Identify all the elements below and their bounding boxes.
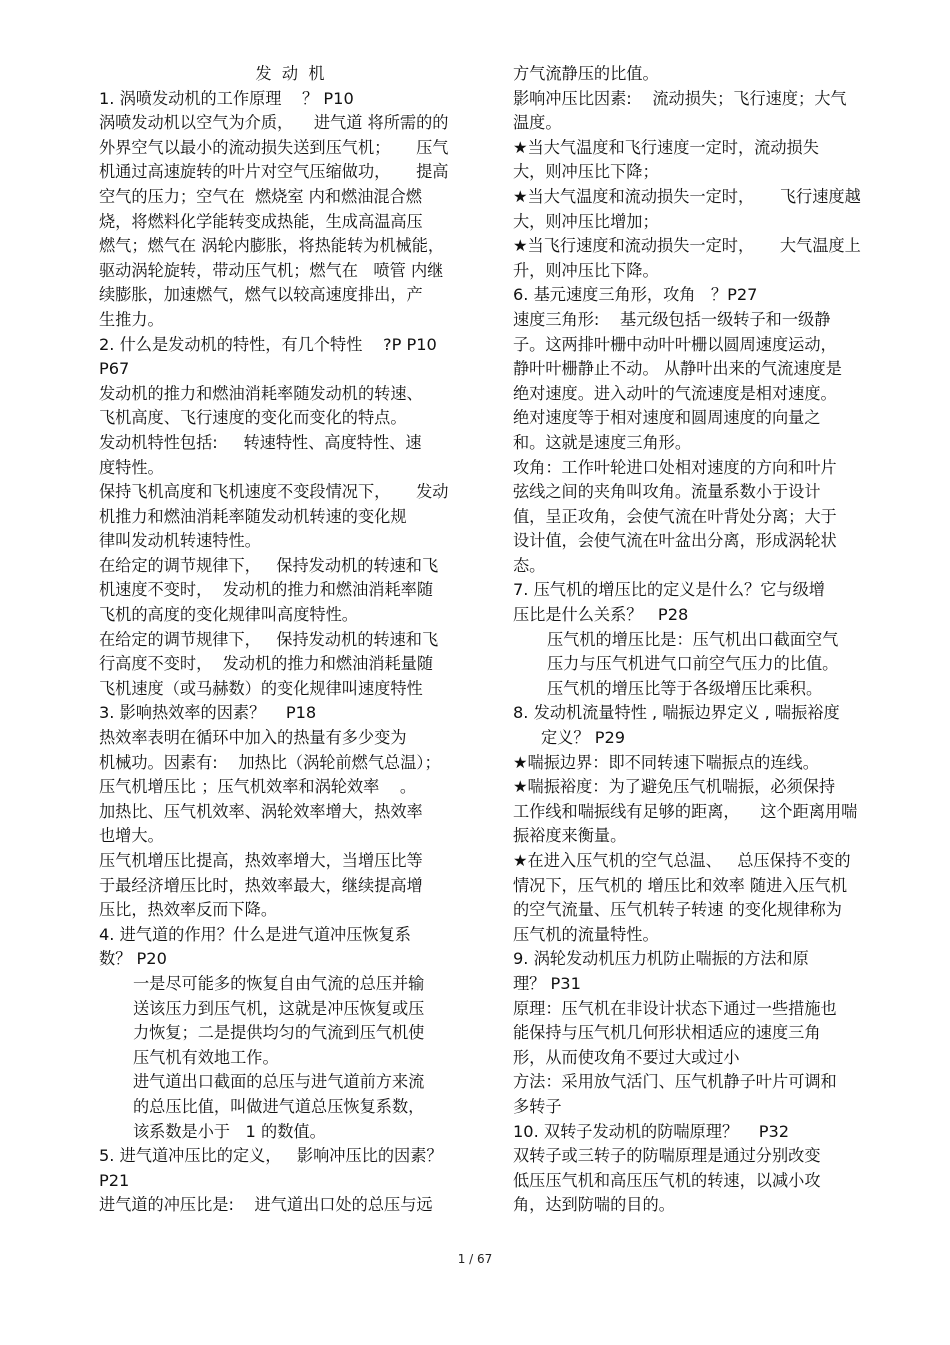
text-line: 机通过高速旋转的叶片对空气压缩做功， 提高: [99, 162, 449, 182]
text-line: 双转子或三转子的防喘原理是通过分别改变: [513, 1146, 821, 1166]
document-title: 发 动 机: [255, 64, 325, 83]
text-line: 一是尽可能多的恢复自由气流的总压并输: [133, 973, 425, 993]
text-line: 压气机增压比提高，热效率增大，当增压比等: [99, 851, 423, 870]
text-line: 升，则冲压比下降。: [513, 260, 659, 280]
text-line: 飞机的高度的变化规律叫高度特性。: [99, 605, 358, 625]
text-line: 在给定的调节规律下， 保持发动机的转速和飞: [99, 555, 439, 575]
text-line: 外界空气以最小的流动损失送到压气机； 压气: [99, 137, 449, 157]
text-line: 形，从而使攻角不要过大或过小: [513, 1047, 740, 1067]
text-line: 7. 压气机的增压比的定义是什么？它与级增: [513, 580, 825, 600]
text-line: 行高度不变时， 发动机的推力和燃油消耗量随: [99, 654, 434, 674]
text-line: 子。这两排叶栅中动叶叶栅以圆周速度运动，: [513, 334, 837, 354]
left-column: [99, 62, 481, 1218]
text-line: 值，呈正攻角，会使气流在叶背处分离；大于: [513, 506, 837, 526]
text-line: P21: [99, 1170, 130, 1190]
text-line: 在给定的调节规律下， 保持发动机的转速和飞: [99, 629, 439, 649]
text-line: 和。这就是速度三角形。: [513, 432, 692, 452]
text-line: 烧，将燃料化学能转变成热能，生成高温高压: [99, 211, 423, 231]
text-line: 发动机的推力和燃油消耗率随发动机的转速、: [99, 383, 423, 403]
text-line: 涡喷发动机以空气为介质， 进气道 将所需的的: [99, 113, 449, 133]
text-line: 机推力和燃油消耗率随发动机转速的变化规: [99, 506, 407, 526]
text-line: 加热比、压气机效率、涡轮效率增大，热效率: [99, 801, 423, 821]
text-line: 该系数是小于 1 的数值。: [133, 1121, 326, 1141]
text-line: 速度三角形: 基元级包括一级转子和一级静: [513, 309, 831, 329]
text-line: 低压压气机和高压压气机的转速，以减小攻: [513, 1170, 821, 1190]
text-line: 态。: [513, 555, 546, 575]
text-line: 进气道的冲压比是: 进气道出口处的总压与远: [99, 1195, 433, 1215]
text-line: 影响冲压比因素: 流动损失；飞行速度；大气: [513, 88, 847, 108]
text-line: 飞机速度（或马赫数）的变化规律叫速度特性: [99, 678, 423, 698]
text-line: ★喘振裕度：为了避免压气机喘振，必须保持: [513, 777, 836, 797]
text-line: 生推力。: [99, 309, 164, 329]
text-line: 燃气；燃气在 涡轮内膨胀，将热能转为机械能，: [99, 236, 445, 256]
text-line: 空气的压力；空气在 燃烧室 内和燃油混合燃: [99, 186, 422, 206]
text-line: 3. 影响热效率的因素？ P18: [99, 703, 317, 723]
text-line: 压比，热效率反而下降。: [99, 900, 278, 920]
text-line: 4. 进气道的作用？什么是进气道冲压恢复系: [99, 924, 411, 944]
text-line: ★在进入压气机的空气总温、 总压保持不变的: [513, 851, 851, 870]
text-line: P67: [99, 359, 130, 379]
text-line: ★喘振边界：即不同转速下喘振点的连线。: [513, 752, 819, 772]
text-line: 保持飞机高度和飞机速度不变段情况下， 发动: [99, 482, 449, 502]
text-line: 10. 双转子发动机的防喘原理？ P32: [513, 1121, 790, 1141]
text-line: 工作线和喘振线有足够的距离， 这个距离用喘: [513, 801, 858, 821]
text-line: 方气流静压的比值。: [513, 64, 659, 83]
text-line: 度特性。: [99, 457, 164, 477]
right-column: [513, 62, 893, 1218]
text-line: 飞机高度、飞行速度的变化而变化的特点。: [99, 408, 407, 428]
text-line: 压力与压气机进气口前空气压力的比值。: [547, 654, 839, 674]
text-line: 9. 涡轮发动机压力机防止喘振的方法和原: [513, 949, 809, 969]
text-line: 理？ P31: [513, 973, 581, 993]
text-line: 8. 发动机流量特性 , 喘振边界定义 , 喘振裕度: [513, 703, 840, 723]
text-line: 1. 涡喷发动机的工作原理 ？ P10: [99, 88, 354, 108]
text-line: 情况下，压气机的 增压比和效率 随进入压气机: [513, 875, 848, 895]
text-line: 2. 什么是发动机的特性，有几个特性 ?P P10: [99, 334, 437, 354]
text-line: 能保持与压气机几何形状相适应的速度三角: [513, 1023, 821, 1043]
text-line: 定义？ P29: [541, 728, 626, 748]
text-line: 角，达到防喘的目的。: [513, 1195, 675, 1215]
text-line: 压气机的增压比等于各级增压比乘积。: [547, 678, 823, 698]
text-line: 热效率表明在循环中加入的热量有多少变为: [99, 728, 407, 748]
text-line: 数？ P20: [99, 949, 167, 969]
text-line: 压气机增压比 ；压气机效率和涡轮效率 。: [99, 777, 417, 797]
text-line: 振裕度来衡量。: [513, 826, 627, 846]
text-line: 大，则冲压比下降；: [513, 162, 659, 182]
text-line: 温度。: [513, 113, 562, 133]
text-line: ★当大气温度和飞行速度一定时，流动损失: [513, 137, 819, 157]
text-line: 也增大。: [99, 826, 164, 846]
text-line: 送该压力到压气机，这就是冲压恢复或压: [133, 998, 425, 1018]
text-line: 原理：压气机在非设计状态下通过一些措施也: [513, 998, 837, 1018]
text-line: 压比是什么关系？ P28: [513, 605, 689, 625]
text-line: ★当大气温度和流动损失一定时， 飞行速度越: [513, 186, 861, 206]
text-line: 6. 基元速度三角形，攻角 ？P27: [513, 285, 758, 305]
text-line: 压气机的增压比是：压气机出口截面空气: [547, 629, 839, 649]
text-line: 进气道出口截面的总压与进气道前方来流: [133, 1072, 425, 1092]
text-line: 续膨胀，加速燃气，燃气以较高速度排出，产: [99, 285, 423, 305]
text-line: 的总压比值，叫做进气道总压恢复系数，: [133, 1096, 425, 1116]
text-line: 律叫发动机转速特性。: [99, 531, 261, 551]
text-line: 设计值，会使气流在叶盆出分离，形成涡轮状: [513, 531, 837, 551]
text-line: 攻角：工作叶轮进口处相对速度的方向和叶片: [513, 457, 837, 477]
text-line: 机速度不变时， 发动机的推力和燃油消耗率随: [99, 580, 434, 600]
text-line: 绝对速度。进入动叶的气流速度是相对速度。: [513, 383, 837, 403]
text-line: 弦线之间的夹角叫攻角。流量系数小于设计: [513, 482, 821, 502]
text-line: 静叶叶栅静止不动。 从静叶出来的气流速度是: [513, 359, 842, 379]
text-line: 多转子: [513, 1096, 562, 1116]
text-line: 压气机有效地工作。: [133, 1047, 279, 1067]
text-line: 5. 进气道冲压比的定义， 影响冲压比的因素？: [99, 1146, 443, 1166]
text-line: 驱动涡轮旋转，带动压气机；燃气在 喷管 内继: [99, 260, 444, 280]
text-line: 机械功。因素有: 加热比（涡轮前燃气总温）；: [99, 752, 441, 772]
text-line: ★当飞行速度和流动损失一定时， 大气温度上: [513, 236, 861, 256]
text-line: 压气机的流量特性。: [513, 924, 659, 944]
text-line: 大，则冲压比增加；: [513, 211, 659, 231]
text-line: 方法：采用放气活门、压气机静子叶片可调和: [513, 1072, 837, 1092]
text-line: 力恢复；二是提供均匀的气流到压气机使: [133, 1023, 425, 1043]
page-number: 1 / 67: [457, 1252, 493, 1266]
text-line: 发动机特性包括: 转速特性、高度特性、速: [99, 432, 422, 452]
text-line: 的空气流量、压气机转子转速 的变化规律称为: [513, 900, 842, 920]
text-line: 绝对速度等于相对速度和圆周速度的向量之: [513, 408, 821, 428]
text-line: 于最经济增压比时，热效率最大，继续提高增: [99, 875, 423, 895]
